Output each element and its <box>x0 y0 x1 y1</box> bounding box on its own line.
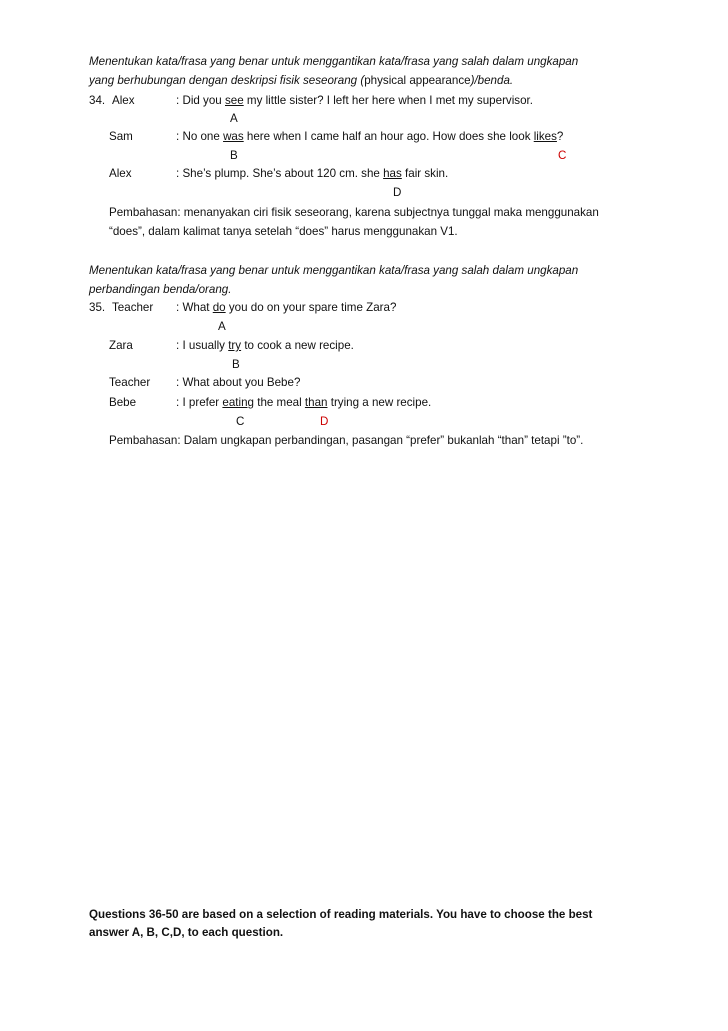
q35-line2-post: to cook a new recipe. <box>241 339 354 352</box>
q35-option-b-word: try <box>228 339 242 352</box>
q34-line2-pre: : No one <box>176 130 224 143</box>
q34-line3-pre: : She’s plump. She’s about 120 cm. she <box>176 167 384 180</box>
q35-label-b: B <box>232 358 240 371</box>
q34-label-c-answer: C <box>558 149 567 162</box>
q34-number: 34. <box>89 94 106 107</box>
q35-instruction-line2: perbandingan benda/orang. <box>89 283 232 296</box>
q35-speaker-teacher-2: Teacher <box>109 376 151 389</box>
q35-speaker-teacher: Teacher <box>112 301 154 314</box>
q34-label-b: B <box>230 149 238 162</box>
q34-line1-post: my little sister? I left her here when I met my supervisor. <box>243 94 533 107</box>
q34-line-alex-2 <box>176 165 448 183</box>
reading-note-line1: Questions 36-50 are based on a selection of reading materials. You have to choose the best <box>89 908 593 921</box>
q34-label-d: D <box>393 186 402 199</box>
q34-instruction-line2 <box>89 72 513 90</box>
q34-line1-pre: : Did you <box>176 94 225 107</box>
q35-line-teacher-1 <box>176 299 396 317</box>
q35-option-c-word: eating <box>222 396 254 409</box>
q34-speaker-alex-2: Alex <box>109 167 132 180</box>
q35-line1-post: you do on your spare time Zara? <box>225 301 397 314</box>
q34-option-d-word: has <box>383 167 402 180</box>
q34-line3-post: fair skin. <box>401 167 449 180</box>
q34-instruction-part-c: )/benda. <box>470 74 514 87</box>
q35-speaker-zara: Zara <box>109 339 133 352</box>
q34-instruction-part-b: physical appearance <box>364 74 471 87</box>
q35-label-c: C <box>236 415 245 428</box>
q34-option-c-word: likes <box>533 130 557 143</box>
q35-line1-pre: : What <box>176 301 213 314</box>
q35-number: 35. <box>89 301 106 314</box>
q35-line4-mid: the meal <box>254 396 305 409</box>
q34-instruction-part-a: yang berhubungan dengan deskripsi fisik seseorang ( <box>89 74 365 87</box>
q35-discussion: Pembahasan: Dalam ungkapan perbandingan, pasangan “prefer” bukanlah “than” tetapi ”to”. <box>109 434 584 447</box>
q35-line4-post: trying a new recipe. <box>327 396 432 409</box>
q34-speaker-sam: Sam <box>109 130 133 143</box>
q35-line-bebe <box>176 394 431 412</box>
q35-label-a: A <box>218 320 226 333</box>
q35-line2-pre: : I usually <box>176 339 229 352</box>
q35-label-d-answer: D <box>320 415 329 428</box>
q35-speaker-bebe: Bebe <box>109 396 137 409</box>
q34-line2-mid: here when I came half an hour ago. How does she look <box>243 130 534 143</box>
q34-label-a: A <box>230 112 238 125</box>
q34-line-sam <box>176 128 563 146</box>
q35-option-a-word: do <box>212 301 226 314</box>
q34-option-a-word: see <box>224 94 244 107</box>
q35-line-zara <box>176 337 354 355</box>
q34-discussion-line1: Pembahasan: menanyakan ciri fisik seseorang, karena subjectnya tunggal maka menggunakan <box>109 206 599 219</box>
q35-instruction-line1: Menentukan kata/frasa yang benar untuk menggantikan kata/frasa yang salah dalam ungkapan <box>89 264 579 277</box>
q34-option-b-word: was <box>223 130 244 143</box>
q35-line4-pre: : I prefer <box>176 396 223 409</box>
q34-line-alex-1 <box>176 92 533 110</box>
q34-discussion-line2: “does”, dalam kalimat tanya setelah “does” harus menggunakan V1. <box>109 225 458 238</box>
q35-option-d-word: than <box>304 396 328 409</box>
reading-note-line2: answer A, B, C,D, to each question. <box>89 926 284 939</box>
q34-line2-post: ? <box>556 130 564 143</box>
q35-line-teacher-2: : What about you Bebe? <box>176 376 301 389</box>
q34-speaker-alex: Alex <box>112 94 135 107</box>
q34-instruction-line1: Menentukan kata/frasa yang benar untuk menggantikan kata/frasa yang salah dalam ungkapan <box>89 55 579 68</box>
